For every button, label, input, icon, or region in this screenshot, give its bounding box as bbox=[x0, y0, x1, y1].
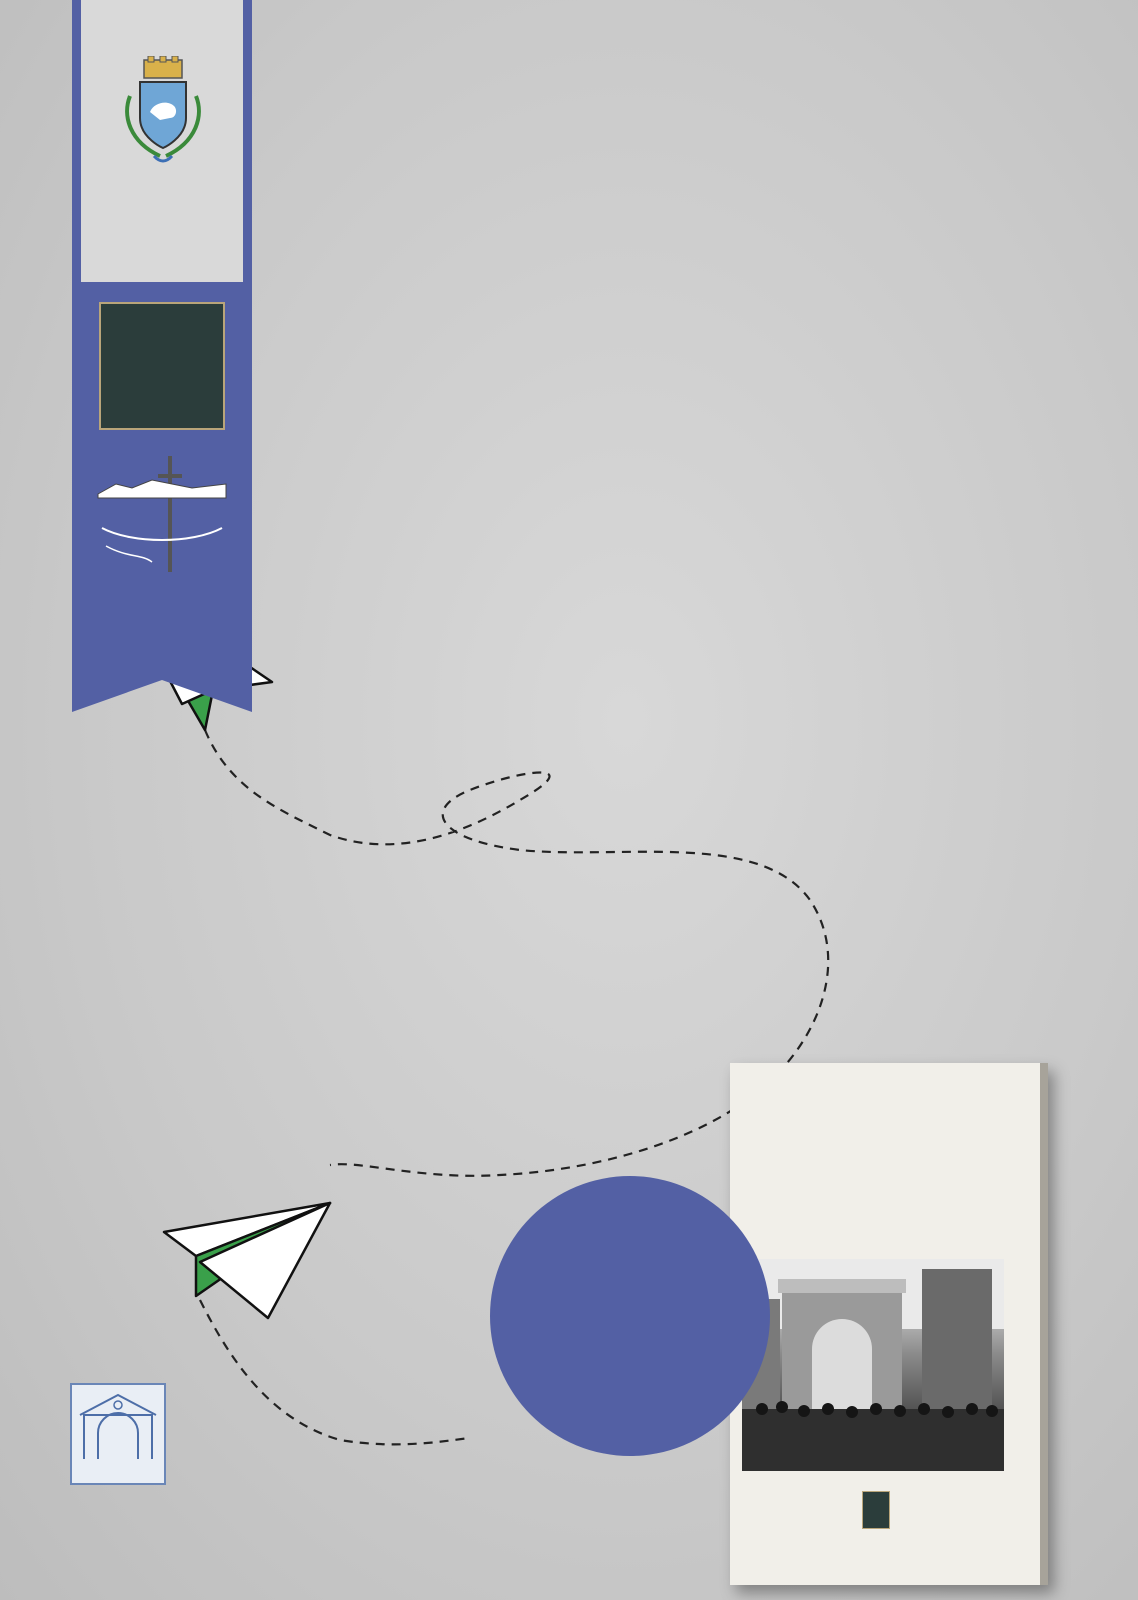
book-stripes-top bbox=[730, 1063, 1040, 1097]
pa-edizioni-logo bbox=[99, 302, 225, 430]
book-publisher-mark bbox=[862, 1491, 890, 1529]
archway-photo-icon bbox=[742, 1259, 1004, 1471]
book-cover bbox=[730, 1063, 1048, 1585]
book-stripes-side bbox=[1004, 1293, 1040, 1585]
pro-loco-logo bbox=[70, 1383, 166, 1485]
book-photo bbox=[742, 1259, 1004, 1471]
paper-plane-icon bbox=[164, 1203, 330, 1318]
arch-gate-icon bbox=[72, 1385, 164, 1463]
memorial-badge bbox=[490, 1176, 770, 1456]
city-crest-icon bbox=[120, 56, 206, 168]
sponsor-ribbon bbox=[72, 0, 252, 712]
city-patronage-panel bbox=[72, 0, 252, 282]
terra-martinae-logo bbox=[92, 454, 232, 578]
